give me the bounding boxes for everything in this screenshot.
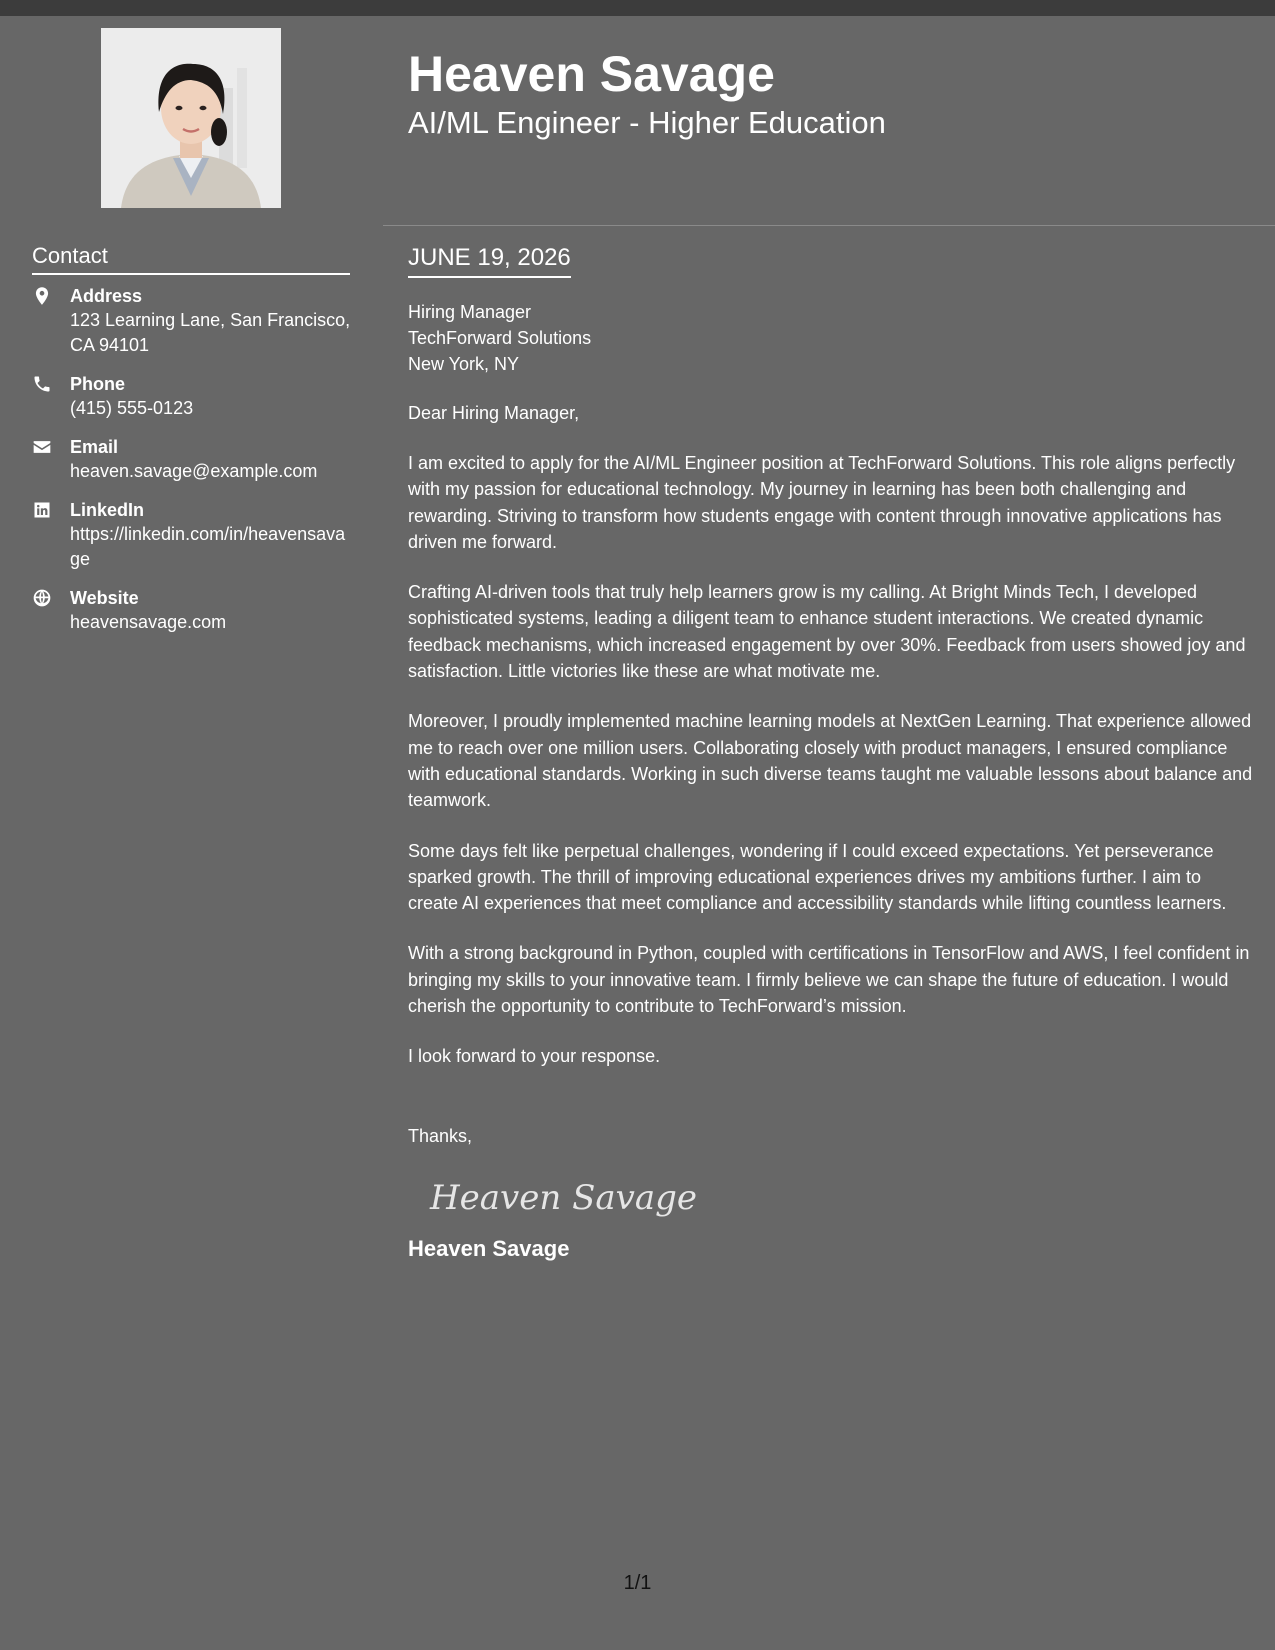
recipient-block (408, 299, 1253, 377)
contact-item-website (32, 586, 352, 635)
signer-name: Heaven Savage (408, 1235, 570, 1261)
letter-paragraph: With a strong background in Python, coupled with certifications in TensorFlow and AWS, I feel confident in bringing my skills to your innovative team. I firmly believe we can shape the future of education. I would cherish the opportunity to contribute to TechForward’s mission. (408, 943, 1250, 1017)
signature-text: Heaven Savage (430, 1177, 698, 1218)
phone-value: (415) 555-0123 (70, 398, 194, 418)
salutation: Dear Hiring Manager, (408, 403, 580, 423)
contact-heading: Contact (32, 242, 350, 275)
contact-label: LinkedIn (70, 500, 145, 520)
letter-paragraph: I am excited to apply for the AI/ML Engineer position at TechForward Solutions. This role aligns perfectly with my passion for educational technology. My journey in learning has been both challenging and rewarding. Striving to transform how students engage with content through innovative applications has driven me forward. (408, 453, 1236, 552)
applicant-name: Heaven Savage (408, 46, 775, 102)
contact-item-email (32, 435, 352, 484)
globe-icon (32, 586, 70, 608)
linkedin-link[interactable]: https://linkedin.com/in/heavensavage (70, 524, 346, 569)
linkedin-icon (32, 498, 70, 520)
letter-date: JUNE 19, 2026 (408, 242, 571, 278)
recipient-line: Hiring Manager (408, 302, 532, 322)
contact-label: Address (70, 286, 143, 306)
letter-paragraph: Crafting AI-driven tools that truly help learners grow is my calling. At Bright Minds Tech, I developed sophisticated systems, leading a diligent team to enhance student interactions. We created dynamic feedback mechanisms, which increased engagement by over 30%. Feedback from users showed joy and satisfaction. Little victories like these are what motivate me. (408, 582, 1246, 682)
signature-image (426, 1167, 1253, 1225)
page-number: 1/1 (623, 1572, 652, 1594)
recipient-line: New York, NY (408, 354, 520, 374)
map-pin-icon (32, 284, 70, 306)
letter-paragraph: Moreover, I proudly implemented machine learning models at NextGen Learning. That experience allowed me to reach over one million users. Collaborating closely with product managers, I ensured compliance with educational standards. Working in such diverse teams taught me valuable lessons about balance and teamwork. (408, 711, 1253, 811)
contact-item-phone (32, 372, 352, 421)
profile-photo (101, 28, 281, 208)
letter-paragraph: Some days felt like perpetual challenges, wondering if I could exceed expectations. Yet perseverance sparked growth. The thrill of improving educational experiences drives my ambitions further. I aim to create AI experiences that meet compliance and accessibility standards while lifting countless learners. (408, 840, 1227, 914)
contact-item-address (32, 284, 352, 358)
address-value: 123 Learning Lane, San Francisco, CA 94101 (70, 310, 351, 355)
contact-label: Phone (70, 374, 126, 394)
closing: Thanks, (408, 1125, 473, 1146)
website-link[interactable]: heavensavage.com (70, 612, 227, 632)
contact-item-linkedin (32, 498, 352, 572)
sidebar (0, 16, 383, 1650)
envelope-icon (32, 435, 70, 457)
email-link[interactable]: heaven.savage@example.com (70, 461, 318, 481)
top-bar (0, 0, 1275, 16)
contact-label: Email (70, 437, 119, 457)
contact-list (32, 284, 352, 649)
job-title: AI/ML Engineer - Higher Education (408, 105, 886, 140)
phone-icon (32, 372, 70, 394)
contact-label: Website (70, 588, 139, 608)
recipient-line: TechForward Solutions (408, 328, 592, 348)
letter-paragraph: I look forward to your response. (408, 1046, 661, 1067)
header (383, 16, 1275, 226)
letter-body (408, 242, 1253, 1263)
